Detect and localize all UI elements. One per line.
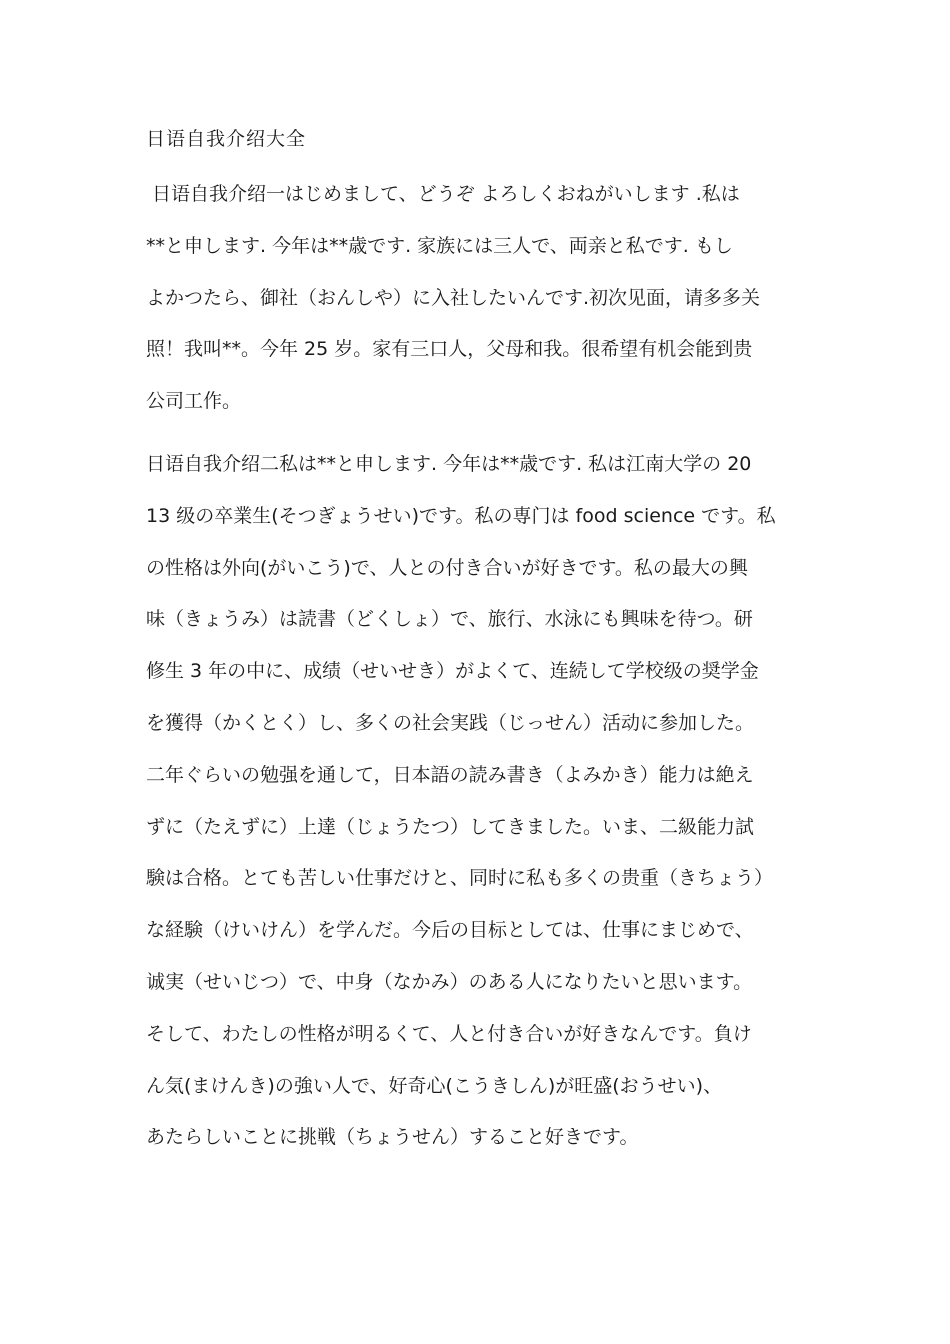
text-line: 験は合格。とても苦しい仕事だけと、同时に私も多くの贵重（きちょう）: [146, 867, 774, 890]
text-line: 二年ぐらいの勉强を通して，日本語の読み書き（よみかき）能力は絶え: [146, 763, 754, 786]
text-line: 日语自我介绍一はじめまして、どうぞ よろしくおねがいします .私は: [152, 183, 740, 205]
text-line: の性格は外向(がいこう)で、人との付き合いが好きです。私の最大の興: [146, 556, 748, 579]
text-line: 13 级の卒業生(そつぎょうせい)です。私の専门は food science です。私: [146, 504, 776, 527]
paragraph-intro-two: [146, 450, 818, 1175]
text-line: 照！我叫**。今年 25 岁。家有三口人，父母和我。很希望有机会能到贵: [146, 338, 753, 361]
text-line: な経験（けいけん）を学んだ。今后の目标としては、仕事にまじめで、: [146, 919, 754, 942]
paragraph-intro-one: [146, 180, 818, 439]
text-line: そして、わたしの性格が明るくて、人と付き合いが好きなんです。負け: [146, 1022, 752, 1045]
text-line: 公司工作。: [146, 390, 242, 413]
text-line: ずに（たえずに）上達（じょうたつ）してきました。いま、二級能力試: [146, 815, 755, 838]
text-line: あたらしいことに挑戦（ちょうせん）すること好きです。: [146, 1126, 639, 1149]
text-line: ん気(まけんき)の強い人で、好奇心(こうきしん)が旺盛(おうせい)、: [146, 1074, 723, 1097]
text-line: を獲得（かくとく）し、多くの社会実践（じっせん）活动に参加した。: [146, 711, 755, 734]
text-line: よかつたら、御社（おんしや）に入社したいんです.初次见面，请多多关: [146, 286, 761, 309]
text-line: **と申します. 今年は**歳です. 家族には三人で、両亲と私です. もし: [146, 234, 733, 257]
text-line: 味（きょうみ）は読書（どくしょ）で、旅行、水泳にも興味を待つ。研: [146, 608, 753, 631]
text-line: 修生 3 年の中に、成绩（せいせき）がよくて、连続して学校级の奨学金: [146, 660, 759, 683]
text-line: 诚実（せいじつ）で、中身（なかみ）のある人になりたいと思います。: [146, 970, 753, 993]
document-title: 日语自我介绍大全: [146, 128, 307, 150]
text-line: 日语自我介绍二私は**と申します. 今年は**歳です. 私は江南大学の 20: [146, 453, 752, 475]
